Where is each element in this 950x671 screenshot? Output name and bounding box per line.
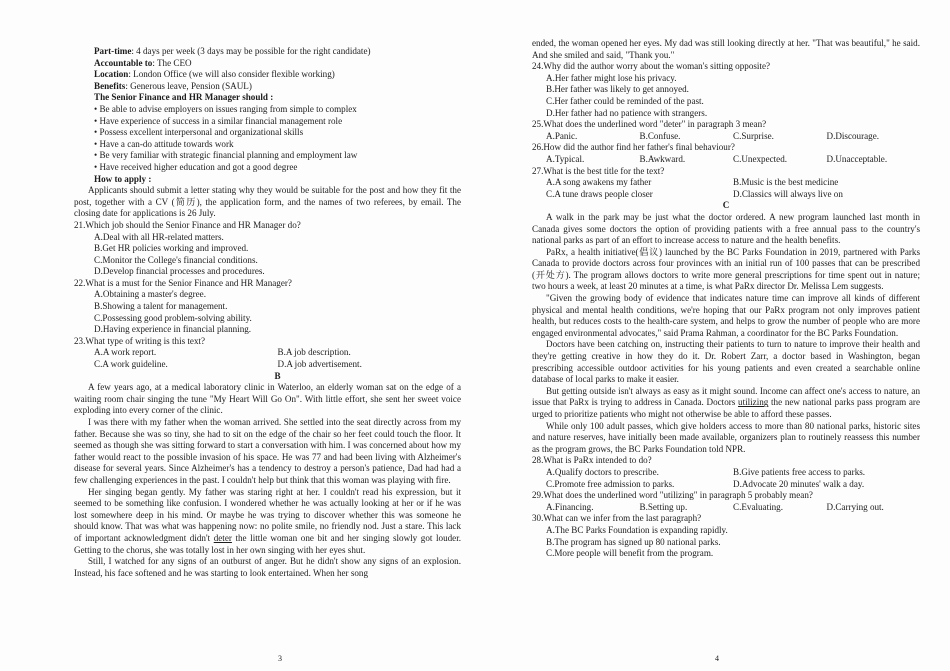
option: B.Awkward.: [639, 153, 686, 164]
page-number: 3: [278, 654, 282, 663]
option: D.Advocate 20 minutes' walk a day.: [733, 478, 865, 489]
apply-heading: How to apply :: [94, 173, 152, 184]
section-c-heading: C: [722, 200, 730, 211]
option-row: [74, 359, 461, 371]
option: A.Typical.: [546, 153, 585, 164]
question-stem: 22.What is a must for the Senior Finance and HR Manager?: [74, 277, 292, 288]
question-stem: 25.What does the underlined word "deter" in paragraph 3 mean?: [532, 119, 767, 130]
page-number: 4: [715, 654, 719, 663]
option: B.Showing a talent for management.: [94, 301, 228, 312]
job-line-accountable: Accountable to: The CEO: [94, 57, 192, 68]
question-29: [532, 490, 920, 513]
option: A.A work report.: [94, 347, 157, 358]
paragraph-3: Her singing began gently. My father was staring right at her. I couldn't read his expression, but it seemed to be something like confusion. I wondered whether he was actually looking at her or if he was lost somewhere deep in his mind. Or maybe he was trying to discover whether this was someone he should know. That was what was happening now: no polite smile, no friendly nod. Just a stare. This lack of important acknowledgment didn't deter the little woman one bit and her singing slowly got louder. Getting to the chorus, she was totally lost in her own singing with her eyes shut.: [74, 486, 461, 555]
option: D.Develop financial processes and procedures.: [94, 266, 265, 277]
option: A.Qualify doctors to prescribe.: [546, 466, 659, 477]
bullet-item: • Be able to advise employers on issues ranging from simple to complex: [94, 104, 461, 116]
question-22: [74, 278, 461, 336]
option: A.A song awakens my father: [546, 177, 652, 188]
underlined-word-deter: deter: [213, 532, 232, 543]
question-stem: 30.What can we infer from the last paragraph?: [532, 513, 702, 524]
option: C.Possessing good problem-solving ability.: [94, 312, 252, 323]
question-21: [74, 220, 461, 278]
option: D.Having experience in financial planning.: [94, 324, 252, 335]
option: A.The BC Parks Foundation is expanding rapidly.: [546, 524, 728, 535]
paragraph: "Given the growing body of evidence that indicates nature time can improve all kinds of different physical and mental health conditions, we're hoping that our PaRx program not only improves patient health, but reduces costs to the health-care system, and helps to grow the number of people who are more engaged environmental advocates," said Prama Rahman, a coordinator for the BC Parks Foundation.: [532, 293, 920, 338]
option-row: [532, 467, 920, 479]
option: C.Surprise.: [733, 130, 774, 141]
option: C.Monitor the College's financial conditions.: [94, 254, 258, 265]
option: D.Carrying out.: [826, 501, 884, 512]
option: B.Confuse.: [639, 130, 681, 141]
bullet-item: • Possess excellent interpersonal and organizational skills: [94, 127, 461, 139]
option: A.Financing.: [546, 501, 594, 512]
option: A.Her father might lose his privacy.: [546, 72, 677, 83]
option: D.Classics will always live on: [733, 188, 843, 199]
question-23: [74, 336, 461, 371]
bullet-item: • Have received higher education and got a good degree: [94, 162, 461, 174]
option-row: [532, 177, 920, 189]
question-stem: 28.What is PaRx intended to do?: [532, 455, 652, 466]
paragraph: I was there with my father when the woman arrived. She settled into the seat directly across from my father. Because she was so tiny, she had to sit on the edge of the chair so her feet could touch the floor. It seemed as though she was sitting forward to start a conversation with him. I was concerned about how my father would react to the possible invasion of his space. He was 77 and had been living with Alzheimer's disease for several years. Since Alzheimer's has a tendency to destroy a person's patience, Dad had had a few challenging experiences in the past. I couldn't help but think that this woman was playing with fire.: [74, 417, 461, 485]
option-row: [532, 154, 920, 166]
right-page: [475, 0, 950, 671]
should-heading: The Senior Finance and HR Manager should :: [94, 92, 274, 103]
paragraph: Doctors have been catching on, instructing their patients to turn to nature to improve their health and they're getting creative in how they do it. Dr. Robert Zarr, a doctor based in Washington, began prescribing accessible outdoor activities for his young patients and even created a searchable online database of local parks to make it easier.: [532, 339, 920, 385]
option: C.More people will benefit from the program.: [546, 548, 714, 559]
option: C.Her father could be reminded of the past.: [546, 95, 704, 106]
option: B.Her father was likely to get annoyed.: [546, 84, 689, 95]
job-line-benefits: Benefits: Generous leave, Pension (SAUL): [94, 80, 252, 91]
question-25: [532, 119, 920, 142]
option: C.Promote free admission to parks.: [546, 478, 675, 489]
bullet-item: • Have a can-do attitude towards work: [94, 139, 461, 151]
question-30: [532, 513, 920, 559]
option: A.Deal with all HR-related matters.: [94, 231, 224, 242]
option: B.Get HR policies working and improved.: [94, 243, 249, 254]
question-stem: 23.What type of writing is this text?: [74, 335, 206, 346]
underlined-word-utilizing: utilizing: [738, 397, 769, 408]
job-line-parttime: Part-time: 4 days per week (3 days may be possible for the right candidate): [94, 46, 371, 56]
option-row: [532, 189, 920, 201]
option: A.Obtaining a master's degree.: [94, 289, 206, 300]
apply-paragraph: Applicants should submit a letter stating why they would be suitable for the post and how they fit the post, together with a CV (简历), the application form, and the names of two referees, by email. The closing date for applications is 26 July.: [74, 185, 461, 219]
question-stem: 21.Which job should the Senior Finance and HR Manager do?: [74, 219, 301, 230]
paragraph: Still, I watched for any signs of an outburst of anger. But he didn't show any signs of an explosion. Instead, his face softened and he was starting to look entertained. When her song: [74, 556, 461, 578]
option: C.A tune draws people closer: [546, 188, 653, 199]
paragraph: PaRx, a health initiative(倡议) launched by the BC Parks Foundation in 2019, partnered with Parks Canada to provide doctors across four provinces with an initial run of 100 passes that can be prescribed (开处方). The program allows doctors to write more general prescriptions for time spent out in nature; two hours a week, at least 20 minutes at a time, is what PaRx director Dr. Melissa Lem suggests.: [532, 246, 920, 292]
passage-c: [532, 212, 920, 455]
paragraph-5: But getting outside isn't always as easy as it might sound. Income can affect one's access to nature, an issue that PaRx is trying to address in Canada. Doctors utilizing the new national parks pass program are urged to prioritize patients who might not otherwise be able to afford these passes.: [532, 385, 921, 419]
option: C.A work guideline.: [94, 359, 168, 370]
option: C.Evaluating.: [733, 501, 784, 512]
question-stem: 24.Why did the author worry about the woman's sitting opposite?: [532, 61, 771, 72]
right-column: [532, 38, 920, 560]
question-stem: 26.How did the author find her father's final behaviour?: [532, 142, 735, 153]
option: B.The program has signed up 80 national parks.: [546, 536, 721, 547]
paragraph: A walk in the park may be just what the doctor ordered. A new program launched last month in Canada gives some doctors the option of providing patients with a free annual pass to the country's national parks as part of an effort to increase access to nature and the health benefits.: [532, 211, 920, 246]
question-24: [532, 61, 920, 119]
question-28: [532, 455, 920, 490]
option: B.Music is the best medicine: [733, 177, 839, 188]
option: D.Her father had no patience with strangers.: [546, 107, 708, 118]
question-26: [532, 142, 920, 165]
paragraph: A few years ago, at a medical laboratory clinic in Waterloo, an elderly woman sat on the edge of a waiting room chair singing the tune "My Heart Will Go On". With little effort, she sent her sweet voice exploding into every corner of the clinic.: [74, 382, 461, 416]
bullet-item: • Have experience of success in a similar financial management role: [94, 116, 461, 128]
option: B.Give patients free access to parks.: [733, 466, 866, 477]
option-row: [532, 479, 920, 491]
option: B.Setting up.: [639, 501, 688, 512]
option: D.Discourage.: [826, 130, 880, 141]
option: B.A job description.: [277, 347, 351, 358]
option-row: [74, 347, 461, 359]
option: A.Panic.: [546, 130, 578, 141]
section-b-heading: B: [274, 370, 281, 381]
paragraph: While only 100 adult passes, which give holders access to more than 80 national parks, historic sites and nature reserves, have initially been made available, organizers plan to routinely reassess this number as the program grows, the BC Parks Foundation told NPR.: [532, 420, 920, 454]
left-column: [74, 46, 461, 579]
job-line-location: Location: London Office (we will also consider flexible working): [94, 69, 335, 80]
paragraph: ended, the woman opened her eyes. My dad was still looking directly at her. "That was beautiful," he said. And she smiled and said, "Thank you.": [532, 38, 920, 60]
bullet-item: • Be very familiar with strategic financial planning and employment law: [94, 150, 461, 162]
option-row: [532, 502, 920, 514]
passage-b: [74, 382, 461, 579]
option: C.Unexpected.: [733, 153, 788, 164]
option-row: [532, 131, 920, 143]
question-stem: 27.What is the best title for the text?: [532, 165, 665, 176]
question-stem: 29.What does the underlined word "utilizing" in paragraph 5 probably mean?: [532, 490, 813, 501]
question-27: [532, 166, 920, 201]
option: D.A job advertisement.: [277, 359, 362, 370]
option: D.Unacceptable.: [826, 153, 888, 164]
